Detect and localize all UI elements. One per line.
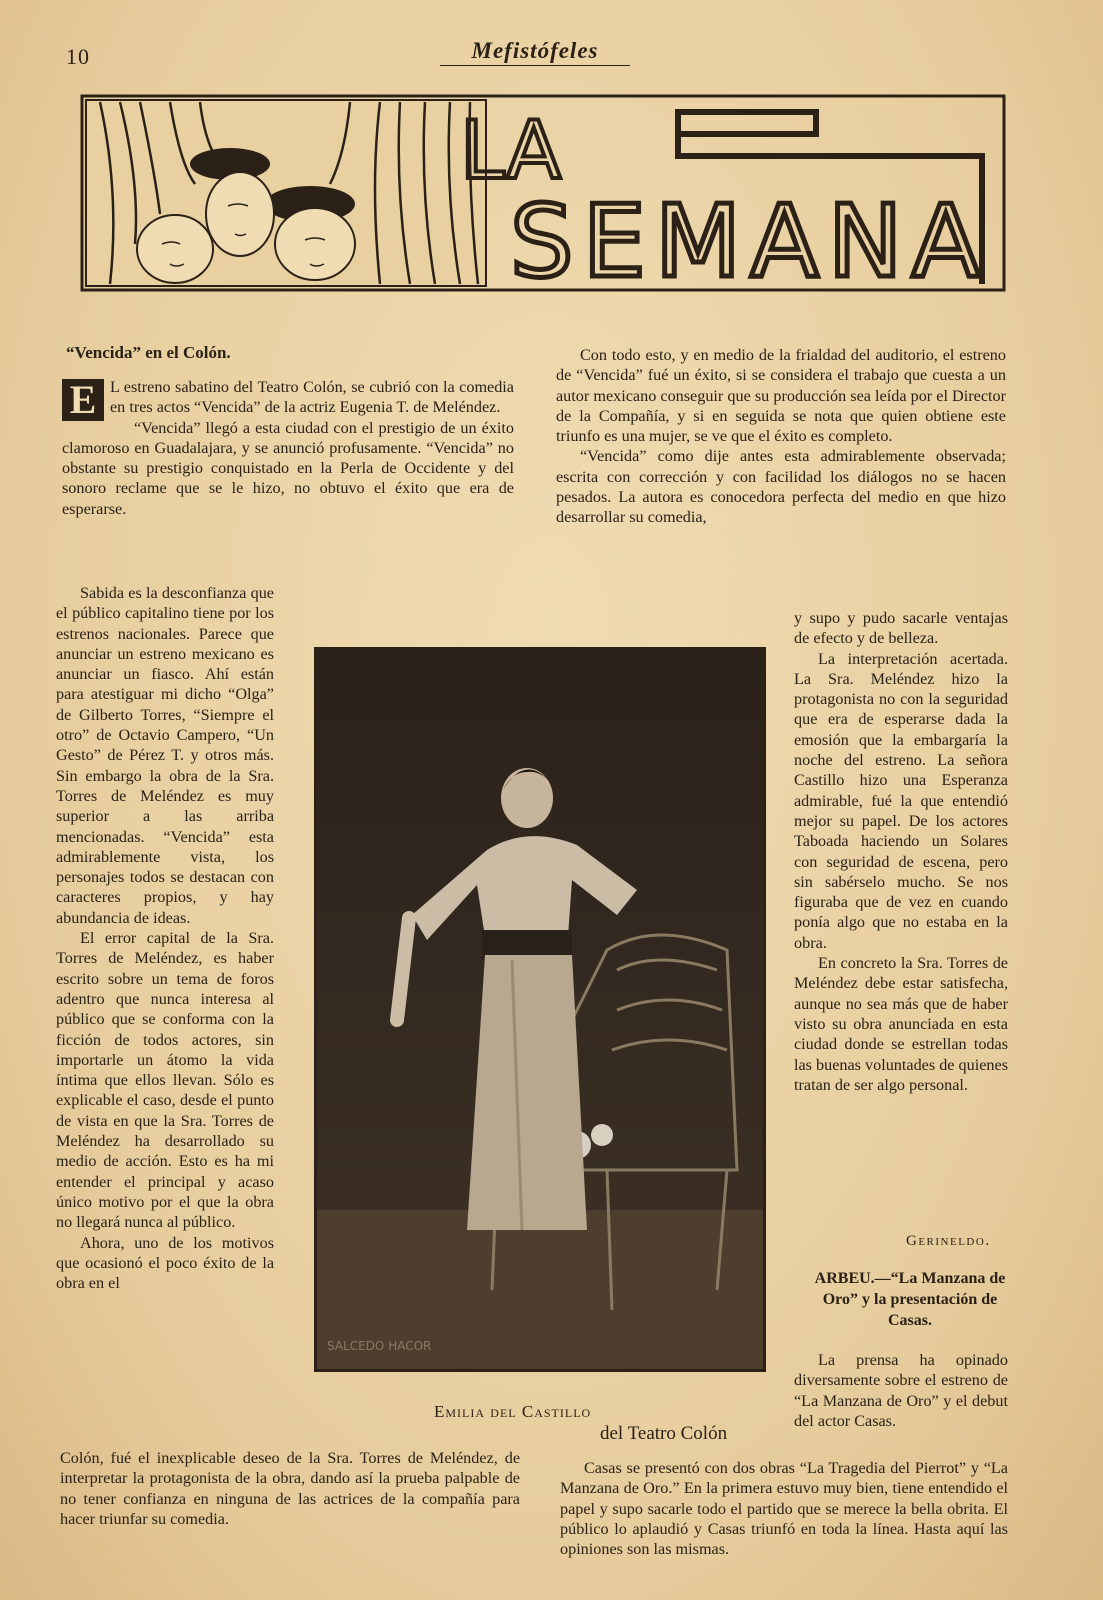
paragraph: La interpretación acertada. La Sra. Meléndez hizo la protagonista no con la seguridad que era de esperarse dada la emosión que la embargaría la noche del estreno. La señora Castillo hizo una Esperanza admirable, fué la que entendió mejor su papel. De los actores Taboada haciendo un Solares con seguridad de escena, pero sin sabérselo mucho. Se nos figuraba que de vez en cuando ponía algo que no estaba en la obra. — [794, 649, 1008, 952]
paragraph: y supo y pudo sacarle ventajas de efecto y de belleza. — [794, 609, 1008, 648]
paragraph: Casas se presentó con dos obras “La Tragedia del Pierrot” y “La Manzana de Oro.” En la primera estuvo muy bien, tiene entendido el papel y supo sacarle todo el partido que se merece la bella obrita. El público lo aplaudió y Casas triunfó en toda la línea. Hasta aquí las opiniones son las mismas. — [560, 1459, 1008, 1559]
photo-caption-place: del Teatro Colón — [600, 1423, 728, 1444]
theater-illustration — [86, 100, 486, 286]
photo-studio-mark: SALCEDO HACOR — [327, 1339, 432, 1353]
article2-narrow-text — [794, 1350, 1008, 1431]
col1-top-text — [62, 377, 514, 519]
magazine-title: Mefistófeles — [440, 38, 630, 66]
article2-heading: ARBEU.—“La Manzana de Oro” y la presentación de Casas. — [814, 1270, 1006, 1329]
photo-caption-name: Emilia del Castillo — [434, 1402, 592, 1421]
paragraph: Colón, fué el inexplicable deseo de la Sra. Torres de Meléndez, de interpretar la protagonista de la obra, dando así la prueba palpable de no tener confianza en ninguna de las actrices de la compañía para hacer triunfar su comedia. — [60, 1449, 520, 1528]
paragraph: “Vencida” como dije antes esta admirablemente observada; escrita con corrección y con facilidad los diálogos no se hacen pesados. La autora es conocedora perfecta del medio en que hizo desarrollar su comedia, — [556, 447, 1006, 527]
paragraph: La prensa ha opinado diversamente sobre el estreno de “La Manzana de Oro” y el debut del actor Casas. — [794, 1351, 1008, 1430]
paragraph: Ahora, uno de los motivos que ocasionó el poco éxito de la obra en el — [56, 1233, 274, 1293]
page-number: 10 — [66, 44, 90, 69]
paragraph: El error capital de la Sra. Torres de Meléndez, es haber escrito sobre un tema de foros adentro que nunca interesa al público que se conforma con la ficción de todos actores, sin importarle un átomo la vida íntima que ellos llevan. Sólo es explicable el caso, desde el punto de vista en que la Sra. Torres de Meléndez ha desarrollado su medio de acción. Esto es ha mi entender el principal y acaso único motivo por el que la obra no llegará nunca al público. — [56, 929, 274, 1232]
actress-photo-illustration — [317, 650, 763, 1369]
paragraph: “Vencida” llegó a esta ciudad con el prestigio de un éxito clamoroso en Guadalajara, y se anunció profusamente. “Vencida” no obstante su prestigio conquistado en la Perla de Occidente y del sonoro reclame que se le hizo, no obtuvo el éxito que era de esperarse. — [62, 418, 514, 518]
drop-cap: E — [62, 379, 104, 421]
article-heading: “Vencida” en el Colón. — [66, 343, 231, 362]
col2-top-text — [556, 345, 1006, 528]
article2-bottom-text — [560, 1458, 1008, 1559]
col1-narrow-text — [56, 583, 274, 1293]
author-signature: Gerineldo. — [906, 1233, 991, 1249]
paragraph: Con todo esto, y en medio de la frialdad del auditorio, el estreno de “Vencida” fué un éxito, si se considera el trabajo que cuesta a un autor mexicano conseguir que su producción sea leída por el Director de la Compañía, y si en seguida se nota que quien obtiene este triunfo es una mujer, se ve que el éxito es completo. — [556, 346, 1006, 446]
banner-word-la: LA — [460, 104, 562, 197]
banner-word-semana: SEMANA — [510, 183, 980, 292]
paragraph: L estreno sabatino del Teatro Colón, se cubrió con la comedia en tres actos “Vencida” de la actriz Eugenia T. de Meléndez. — [110, 378, 514, 417]
paragraph: En concreto la Sra. Torres de Meléndez debe estar satisfecha, aunque no sea más que de haber visto su obra anunciada en esta ciudad donde se estrellan todas las buenas voluntades de quienes tratan de ser algo personal. — [794, 954, 1008, 1094]
col1-bottom-text — [60, 1448, 520, 1529]
la-semana-banner — [80, 94, 1006, 292]
paragraph: Sabida es la desconfianza que el público capitalino tiene por los estrenos nacionales. Parece que anunciar un estreno mexicano es anunciar un fiasco. Ahí están para atestiguar mi dicho “Olga” de Gilberto Torres, “Siempre el otro” de Octavio Campero, “Un Gesto” de Pérez T. y otros más. Sin embargo la obra de la Sra. Torres de Meléndez es muy superior a las arriba mencionadas. “Vencida” esta admirablemente vista, los personajes todos se destacan con caracteres propios, y hay abundancia de ideas. — [56, 584, 274, 927]
col2-narrow-text — [794, 608, 1008, 1095]
photograph — [314, 647, 766, 1372]
